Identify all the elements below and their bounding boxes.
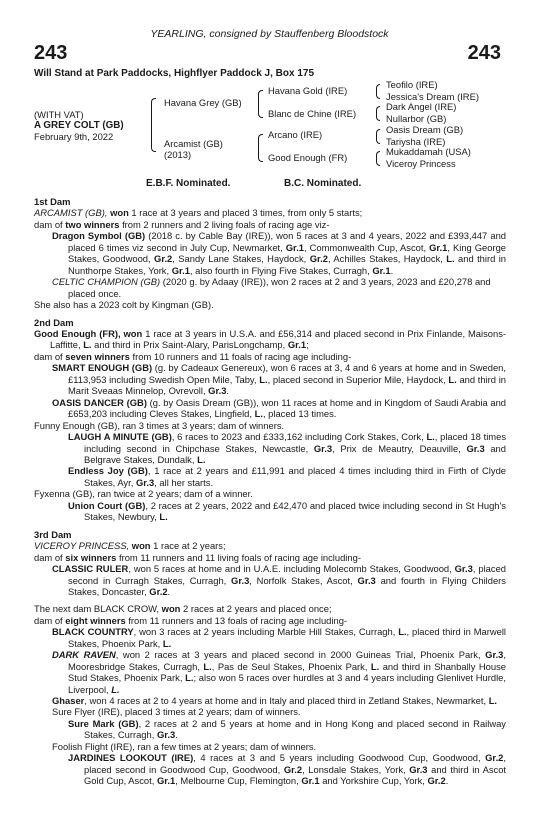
produce-sure-flyer: Sure Flyer (IRE), placed 3 times at 2 years; dam of winners.: [52, 706, 301, 718]
dam-name: Arcamist (GB): [164, 138, 223, 149]
stabling-location: Will Stand at Park Paddocks, Highflyer Paddock J, Box 175: [34, 68, 314, 79]
second-dam-line: Good Enough (FR), won 1 race at 3 years in U.S.A. and £56,314 and placed second in Prix Finlande, Maisons-Laffitte, L. and third in Prix Saint-Alary, ParisLongchamp, Gr.1;: [34, 327, 507, 351]
vat-note: (WITH VAT): [34, 109, 84, 120]
consignment-line: YEARLING, consigned by Stauffenberg Bloodstock: [150, 28, 389, 40]
first-dam-produce: dam of two winners from 2 runners and 2 living foals of racing age viz-: [34, 218, 330, 230]
bc-nominated: B.C. Nominated.: [284, 178, 362, 189]
next-dam-produce: dam of eight winners from 11 runners and 13 foals of racing age including-: [34, 614, 348, 626]
produce-laugh-a-minute: LAUGH A MINUTE (GB), 6 races to 2023 and £333,162 including Cork Stakes, Cork, L., placed 18 times including second in Chipchase Stakes, Newcastle, Gr.3, Prix de Meautry, Deauville, Gr.3 and Belgrave Stakes, Dundalk, L.: [68, 431, 507, 465]
produce-ghaser: Ghaser, won 4 races at 2 to 4 years at home and in Italy and placed third in Zetland Stakes, Newmarket, L.: [52, 695, 498, 707]
sire-sire: Havana Gold (IRE): [268, 85, 348, 96]
produce-classic-ruler: CLASSIC RULER, won 5 races at home and in U.A.E. including Molecomb Stakes, Goodwood, Gr.3, placed second in Curragh Stakes, Curragh, Gr.3, Norfolk Stakes, Ascot, Gr.3 and fourth in Flying Childers Stakes, Doncaster, Gr.2.: [52, 563, 506, 597]
first-dam-heading: 1st Dam: [34, 196, 71, 207]
produce-fyxenna: Fyxenna (GB), ran twice at 2 years; dam of a winner.: [34, 488, 253, 500]
sire-dam-sire: Dark Angel (IRE): [386, 101, 457, 112]
produce-celtic-champion: CELTIC CHAMPION (GB) (2020 g. by Adaay (IRE)), won 2 races at 2 and 3 years, 2023 and £20,278 and placed once.: [52, 276, 491, 299]
third-dam-produce: dam of six winners from 11 runners and 11 living foals of racing age including-: [34, 551, 361, 563]
dam-sire-dam: Tariysha (IRE): [386, 136, 446, 147]
produce-note: She also has a 2023 colt by Kingman (GB).: [34, 299, 214, 311]
produce-jardines-lookout: JARDINES LOOKOUT (IRE), 4 races at 3 and 5 years including Goodwood Cup, Goodwood, Gr.2, placed second in Goodwood Cup, Goodwood, Gr.2, Lonsdale Stakes, York, Gr.3 and third in Ascot Gold Cup, Ascot, Gr.1, Melbourne Cup, Flemington, Gr.1 and Yorkshire Cup, York, Gr.2.: [68, 752, 507, 787]
dam-dam-dam: Viceroy Princess: [386, 158, 456, 169]
produce-funny-enough: Funny Enough (GB), ran 3 times at 3 years; dam of winners.: [34, 419, 285, 431]
dam-dam: Good Enough (FR): [268, 152, 348, 163]
dam-sire-sire: Oasis Dream (GB): [386, 124, 464, 135]
lot-number-left: 243: [34, 42, 68, 64]
sire-name: Havana Grey (GB): [164, 97, 242, 108]
next-dam-line: The next dam BLACK CROW, won 2 races at 2 years and placed once;: [34, 603, 332, 615]
brace-sire-parents: [258, 90, 263, 118]
third-dam-line: VICEROY PRINCESS, won 1 race at 2 years;: [34, 540, 226, 552]
produce-black-country: BLACK COUNTRY, won 3 races at 2 years including Marble Hill Stakes, Curragh, L., placed third in Marwell Stakes, Phoenix Park, L.: [52, 626, 507, 649]
brace-dd: [376, 151, 380, 166]
sire-dam: Blanc de Chine (IRE): [268, 108, 357, 119]
produce-record: [34, 196, 506, 787]
brace-dam-parents: [258, 134, 263, 162]
first-dam-line: ARCAMIST (GB), won 1 race at 3 years and placed 3 times, from only 5 starts;: [34, 207, 363, 219]
dam-sire: Arcano (IRE): [268, 129, 323, 140]
brace-sd: [376, 106, 380, 121]
produce-sure-mark: Sure Mark (GB), 2 races at 2 and 5 years at home and in Hong Kong and placed second in Railway Stakes, Curragh, Gr.3.: [68, 717, 506, 741]
produce-foolish-flight: Foolish Flight (IRE), ran a few times at 2 years; dam of winners.: [52, 740, 317, 752]
dam-year: (2013): [164, 149, 192, 160]
horse-name: A GREY COLT (GB): [34, 120, 124, 131]
second-dam-heading: 2nd Dam: [34, 316, 74, 328]
brace-ss: [376, 84, 380, 99]
sire-sire-sire: Teofilo (IRE): [386, 79, 438, 90]
third-dam-heading: 3rd Dam: [34, 528, 72, 540]
dam-dam-sire: Mukaddamah (USA): [386, 146, 471, 157]
produce-dark-raven: DARK RAVEN, won 2 races at 3 years and placed second in 2000 Guineas Trial, Phoenix Park, Gr.3, Mooresbridge Stakes, Curragh, L., Pas de Seul Stakes, Phoenix Park, L. and third in Shanbally House Stud Stakes, Phoenix Park, L.; also won 5 races over hurdles at 3 and 4 years including Glenlivet Hurdle, Liverpool, L.: [52, 649, 507, 695]
second-dam-produce: dam of seven winners from 10 runners and 11 foals of racing age including-: [34, 350, 352, 362]
lot-number-right: 243: [467, 42, 501, 64]
produce-endless-joy: Endless Joy (GB), 1 race at 2 years and £11,991 and placed 4 times including third in Firth of Clyde Stakes, Ayr, Gr.3, all her starts.: [68, 465, 506, 488]
produce-smart-enough: SMART ENOUGH (GB) (g. by Cadeaux Genereux), won 6 races at 3, 4 and 6 years at home and in Sweden, £113,953 including Swedish Open Mile, Taby, L., placed second in Superior Mile, Haydock, L. and third in Marit Sveaas Minnelop, Ovrevoll, Gr.3.: [52, 362, 507, 397]
produce-dragon-symbol: Dragon Symbol (GB) (2018 c. by Cable Bay (IRE)), won 5 races at 3 and 4 years, 2022 and £393,447 and placed 6 times viz second in July Cup, Newmarket, Gr.1, Commonwealth Cup, Ascot, Gr.1, King George Stakes, Goodwood, Gr.2, Sandy Lane Stakes, Haydock, Gr.2, Achilles Stakes, Haydock, L. and third in Nunthorpe Stakes, York, Gr.1, also fourth in Flying Five Stakes, Curragh, Gr.1.: [52, 230, 507, 276]
sire-dam-dam: Nullarbor (GB): [386, 113, 447, 124]
sire-sire-dam: Jessica's Dream (IRE): [386, 91, 479, 102]
produce-oasis-dancer: OASIS DANCER (GB) (g. by Oasis Dream (GB)), won 11 races at home and in Kingdom of Saudi Arabia and £653,203 including Cleves Stakes, Lingfield, L., placed 13 times.: [52, 396, 507, 420]
brace-ds: [376, 129, 380, 144]
foaling-date: February 9th, 2022: [34, 131, 114, 142]
produce-union-court: Union Court (GB), 2 races at 2 years, 2022 and £42,470 and placed twice including second in St Hugh's Stakes, Newbury, L.: [68, 499, 506, 523]
ebf-nominated: E.B.F. Nominated.: [146, 178, 231, 189]
brace-sire-dam: [151, 98, 156, 152]
